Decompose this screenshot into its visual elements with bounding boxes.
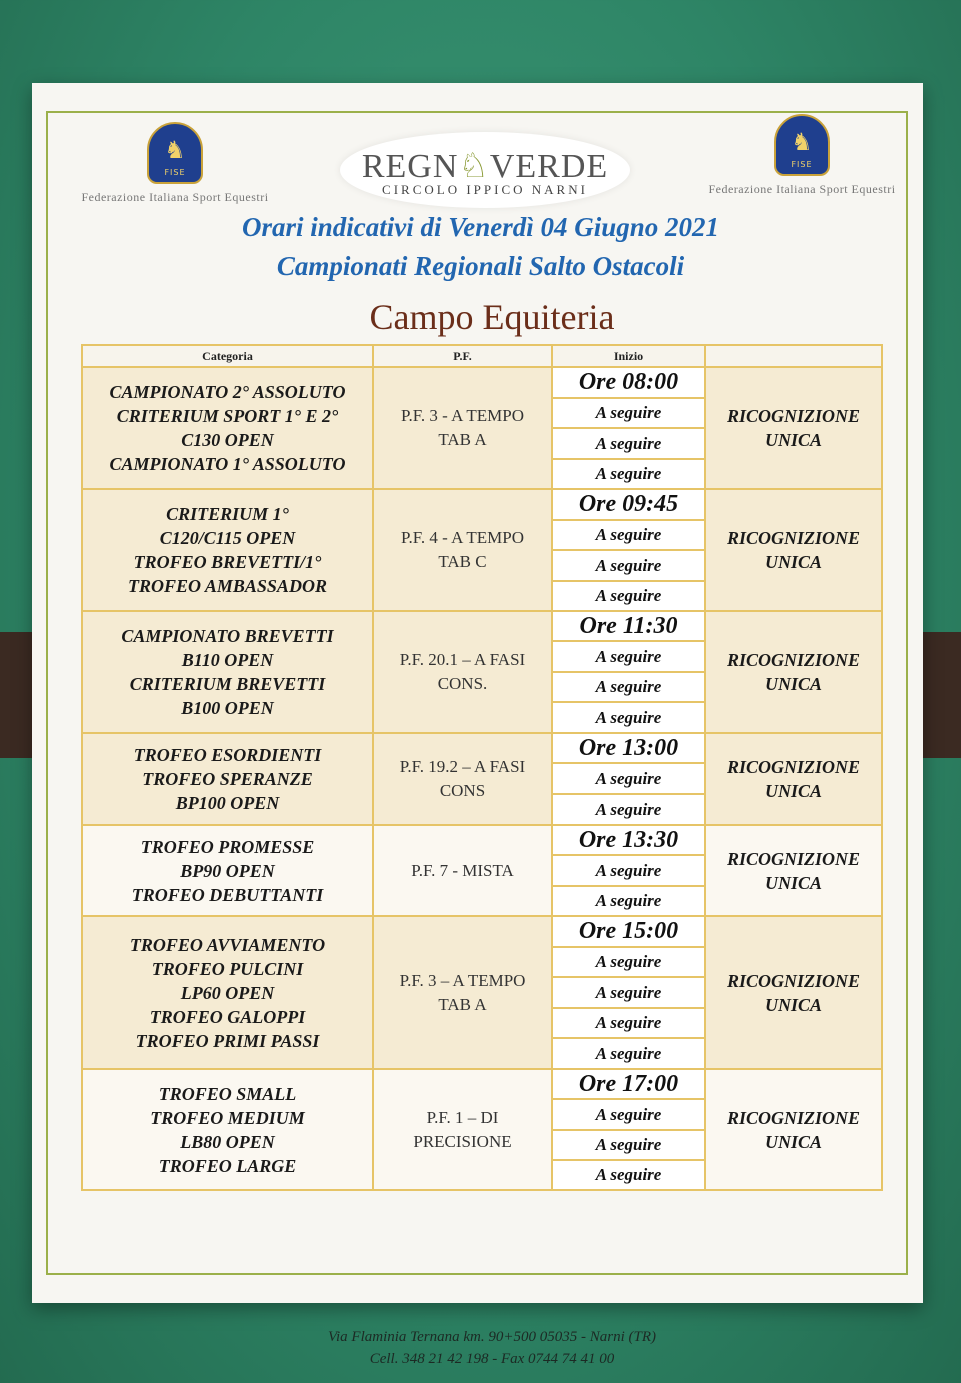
category-cell	[82, 733, 373, 825]
ricognizione-cell	[705, 916, 882, 1069]
a-seguire-cell: A seguire	[552, 977, 705, 1008]
category-cell	[82, 1069, 373, 1190]
category-name: BP90 OPEN	[180, 860, 275, 881]
ricognizione-text: RICOGNIZIONE	[726, 757, 861, 777]
category-cell	[82, 825, 373, 916]
horse-head-icon: ♘	[458, 148, 490, 185]
ricognizione-text: UNICA	[764, 552, 822, 572]
category-name: C120/C115 OPEN	[159, 528, 296, 548]
pf-cell	[373, 1069, 552, 1190]
category-name: TROFEO SMALL	[158, 1083, 297, 1104]
title-date: Orari indicativi di Venerdì 04 Giugno 2021	[241, 212, 720, 242]
start-time: Ore 11:30	[552, 611, 705, 641]
category-name: CRITERIUM 1°	[166, 504, 289, 524]
pf-cell	[373, 611, 552, 733]
category-cell	[82, 916, 373, 1069]
fise-shield-icon	[774, 114, 830, 176]
schedule-row	[82, 611, 882, 641]
category-name: BP100 OPEN	[175, 793, 280, 813]
schedule-row	[82, 489, 882, 520]
horse-rider-icon: ♞	[791, 128, 813, 156]
a-seguire-cell: A seguire	[552, 1038, 705, 1069]
pf-text: P.F. 20.1 – A FASI	[399, 650, 526, 669]
start-time: Ore 09:45	[552, 489, 705, 520]
footer-address: Via Flaminia Ternana km. 90+500 05035 - Narni (TR)	[327, 1329, 657, 1345]
schedule-row	[82, 1069, 882, 1099]
category-name: B100 OPEN	[181, 698, 274, 718]
ricognizione-text: UNICA	[764, 781, 822, 801]
schedule-row	[82, 825, 882, 855]
pf-cell	[373, 489, 552, 611]
a-seguire-cell: A seguire	[552, 581, 705, 611]
a-seguire-cell: A seguire	[552, 672, 705, 702]
ricognizione-text: UNICA	[764, 994, 822, 1015]
pf-text: TAB A	[438, 430, 487, 449]
ricognizione-cell	[705, 367, 882, 489]
a-seguire-cell: A seguire	[552, 702, 705, 733]
pf-cell	[373, 825, 552, 916]
start-time: Ore 08:00	[552, 367, 705, 398]
brand-name	[340, 146, 630, 186]
brand-name-right: VERDE	[489, 148, 609, 185]
category-name: CAMPIONATO BREVETTI	[121, 626, 334, 646]
pf-text: P.F. 3 - A TEMPO	[400, 406, 525, 425]
schedule-row	[82, 733, 882, 763]
a-seguire-cell: A seguire	[552, 641, 705, 672]
ricognizione-cell	[705, 489, 882, 611]
federation-text-right: Federazione Italiana Sport Equestri	[708, 182, 896, 196]
pf-cell	[373, 367, 552, 489]
category-cell	[82, 611, 373, 733]
category-name: CRITERIUM SPORT 1° E 2°	[116, 406, 339, 426]
schedule-table	[81, 344, 883, 1191]
pf-cell	[373, 916, 552, 1069]
category-name: TROFEO DEBUTTANTI	[131, 884, 324, 905]
category-name: B110 OPEN	[181, 650, 274, 670]
category-name: TROFEO PULCINI	[151, 958, 304, 979]
category-name: TROFEO AVVIAMENTO	[129, 934, 326, 955]
category-cell	[82, 489, 373, 611]
a-seguire-cell: A seguire	[552, 855, 705, 886]
ricognizione-text: UNICA	[764, 1131, 822, 1152]
fise-badge-text: FISE	[164, 168, 186, 177]
brand-name-left: REGN	[361, 148, 459, 185]
category-name: TROFEO BREVETTI/1°	[133, 552, 322, 572]
a-seguire-cell: A seguire	[552, 886, 705, 916]
fise-badge-text: FISE	[791, 160, 813, 169]
ricognizione-cell	[705, 733, 882, 825]
a-seguire-cell: A seguire	[552, 1099, 705, 1130]
header-pf: P.F.	[373, 345, 552, 367]
a-seguire-cell: A seguire	[552, 1160, 705, 1190]
a-seguire-cell: A seguire	[552, 794, 705, 825]
category-name: CAMPIONATO 1° ASSOLUTO	[109, 454, 346, 474]
ricognizione-cell	[705, 611, 882, 733]
ricognizione-text: RICOGNIZIONE	[726, 970, 861, 991]
fise-logo-right	[703, 114, 901, 197]
horse-rider-icon: ♞	[164, 136, 186, 164]
ricognizione-text: RICOGNIZIONE	[726, 650, 861, 670]
category-name: CAMPIONATO 2° ASSOLUTO	[109, 382, 346, 402]
ricognizione-text: UNICA	[764, 430, 822, 450]
category-name: TROFEO SPERANZE	[142, 769, 313, 789]
a-seguire-cell: A seguire	[552, 459, 705, 489]
campo-title: Campo Equiteria	[369, 297, 615, 337]
fise-shield-icon	[147, 122, 203, 184]
category-name: TROFEO PRIMI PASSI	[135, 1030, 320, 1051]
fise-logo-left	[76, 122, 274, 205]
a-seguire-cell: A seguire	[552, 763, 705, 794]
pf-text: P.F. 4 - A TEMPO	[400, 528, 525, 547]
ricognizione-text: RICOGNIZIONE	[726, 848, 861, 869]
category-name: TROFEO AMBASSADOR	[128, 576, 327, 596]
ricognizione-text: RICOGNIZIONE	[726, 1107, 861, 1128]
pf-text: P.F. 3 – A TEMPO	[399, 970, 526, 990]
pf-text: CONS	[439, 781, 486, 800]
a-seguire-cell: A seguire	[552, 947, 705, 977]
pf-text: P.F. 19.2 – A FASI	[399, 757, 526, 776]
category-name: TROFEO LARGE	[158, 1155, 297, 1176]
category-name: TROFEO PROMESSE	[140, 836, 315, 857]
ricognizione-cell	[705, 825, 882, 916]
header-categoria: Categoria	[82, 345, 373, 367]
schedule-row	[82, 916, 882, 947]
federation-text-left: Federazione Italiana Sport Equestri	[81, 190, 269, 204]
a-seguire-cell: A seguire	[552, 1008, 705, 1038]
header-blank	[705, 345, 882, 367]
brand-subtitle: CIRCOLO IPPICO NARNI	[382, 182, 588, 197]
footer-contacts: Cell. 348 21 42 198 - Fax 0744 74 41 00	[369, 1351, 615, 1367]
category-name: TROFEO ESORDIENTI	[133, 745, 322, 765]
ricognizione-text: RICOGNIZIONE	[726, 528, 861, 548]
a-seguire-cell: A seguire	[552, 1130, 705, 1160]
category-name: C130 OPEN	[181, 430, 274, 450]
category-name: TROFEO MEDIUM	[150, 1107, 305, 1128]
category-name: LB80 OPEN	[180, 1131, 275, 1152]
header-inizio: Inizio	[552, 345, 705, 367]
schedule-row	[82, 367, 882, 398]
category-name: LP60 OPEN	[180, 982, 275, 1003]
start-time: Ore 13:00	[552, 733, 705, 763]
pf-text: TAB C	[438, 552, 487, 571]
start-time: Ore 13:30	[552, 825, 705, 855]
title-event: Campionati Regionali Salto Ostacoli	[276, 251, 685, 281]
start-time: Ore 17:00	[552, 1069, 705, 1099]
category-cell	[82, 367, 373, 489]
a-seguire-cell: A seguire	[552, 428, 705, 459]
ricognizione-cell	[705, 1069, 882, 1190]
pf-text: P.F. 7 - MISTA	[411, 860, 514, 880]
pf-text: TAB A	[438, 994, 487, 1014]
pf-text: PRECISIONE	[413, 1131, 512, 1151]
category-name: CRITERIUM BREVETTI	[129, 674, 326, 694]
pf-text: CONS.	[437, 674, 488, 693]
ricognizione-text: UNICA	[764, 872, 822, 893]
header-row	[82, 345, 882, 367]
regno-verde-logo	[340, 118, 630, 198]
ricognizione-text: RICOGNIZIONE	[726, 406, 861, 426]
ricognizione-text: UNICA	[764, 674, 822, 694]
a-seguire-cell: A seguire	[552, 520, 705, 550]
start-time: Ore 15:00	[552, 916, 705, 947]
pf-cell	[373, 733, 552, 825]
pf-text: P.F. 1 – DI	[426, 1107, 499, 1127]
category-name: TROFEO GALOPPI	[149, 1006, 306, 1027]
a-seguire-cell: A seguire	[552, 398, 705, 428]
a-seguire-cell: A seguire	[552, 550, 705, 581]
